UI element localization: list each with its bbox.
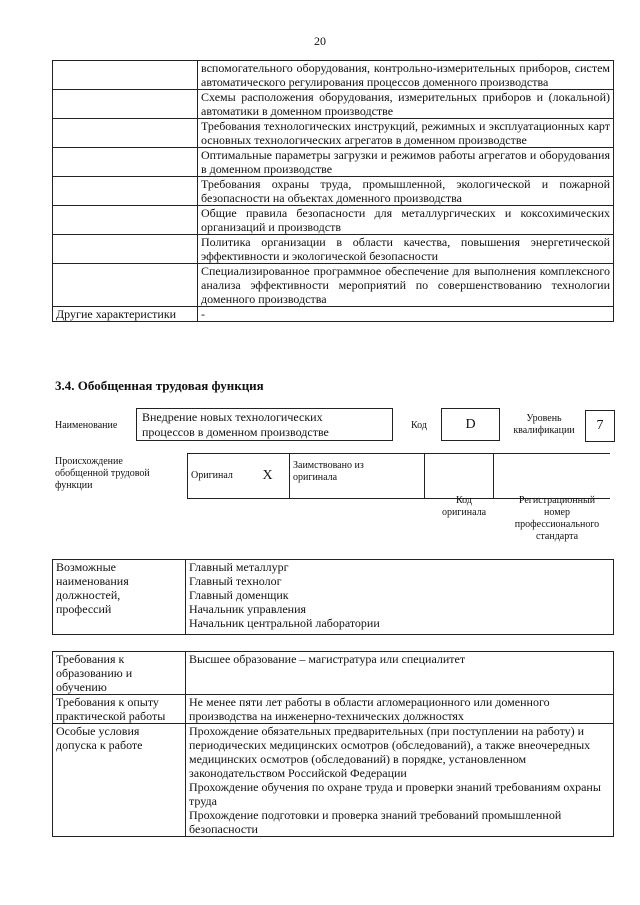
function-name-box [136,408,393,441]
education-label [53,652,186,695]
origin-label [55,456,150,492]
code-label: Код [411,420,427,431]
special-label-line: допуска к работе [56,738,143,752]
education-label-line: обучению [56,680,107,694]
table-row [53,307,614,322]
caption-line: профессионального [514,519,600,530]
positions-label-line: наименования [56,574,129,588]
special-conditions-value [186,724,614,837]
table-row [53,695,614,724]
row-label: Другие характеристики [53,307,198,322]
education-value: Высшее образование – магистратура или специалитет [186,652,614,695]
table-row [53,206,614,235]
row-label [53,177,198,206]
table-row [53,61,614,90]
positions-label-line: профессий [56,602,112,616]
row-value: Специализированное программное обеспечение для выполнения комплексного анализа эффективности мероприятий по совершенствованию технологии доменного производства [198,264,614,307]
table-row [53,148,614,177]
list-item: Прохождение подготовки и проверка знаний требований промышленной безопасности [189,808,562,836]
row-value: Политика организации в области качества, повышения энергетической эффективности и экологической безопасности [198,235,614,264]
row-value: Требования технологических инструкций, режимных и эксплуатационных карт основных технологических агрегатов в доменном производстве [198,119,614,148]
table-row [53,560,614,635]
table-row [53,652,614,695]
reg-number-cell [494,454,611,499]
level-label [506,413,582,437]
special-label-line: Особые условия [56,724,140,738]
original-mark: X [246,454,290,499]
reg-number-caption [500,495,614,543]
table-row [53,235,614,264]
row-value: Оптимальные параметры загрузки и режимов работы агрегатов и оборудования в доменном производстве [198,148,614,177]
code-original-caption [430,495,498,519]
list-item: Начальник управления [189,602,307,616]
section-heading: 3.4. Обобщенная трудовая функция [55,378,264,393]
caption-line: номер [544,507,570,518]
origin-label-line: Происхождение [55,456,123,467]
code-value-box: D [441,408,500,441]
row-value: Требования охраны труда, промышленной, экологической и пожарной безопасности на объектах доменного производства [198,177,614,206]
level-label-line: Уровень [526,413,562,424]
row-value: Схемы расположения оборудования, измерительных приборов и (локальной) автоматики в доменном производстве [198,90,614,119]
page-number: 20 [314,34,326,48]
positions-label [53,560,186,635]
level-value-box: 7 [585,410,615,442]
caption-line: Код [456,495,472,506]
code-original-cell [425,454,494,499]
original-label: Оригинал [188,454,247,499]
row-label [53,61,198,90]
experience-label [53,695,186,724]
origin-label-line: функции [55,480,93,491]
knowledge-table [52,60,614,322]
borrowed-label-line: оригинала [293,472,338,483]
row-label [53,264,198,307]
level-label-line: квалификации [513,425,575,436]
list-item: Прохождение обучения по охране труда и проверки знаний требованиям охраны труда [189,780,601,808]
positions-list [186,560,614,635]
row-label [53,235,198,264]
name-label: Наименование [55,420,118,431]
positions-label-line: Возможные [56,560,116,574]
special-conditions-label [53,724,186,837]
row-value: вспомогательного оборудования, контрольно-измерительных приборов, систем автоматического регулирования процессов доменного производства [198,61,614,90]
origin-label-line: обобщенной трудовой [55,468,150,479]
origin-grid [187,453,610,499]
list-item: Начальник центральной лаборатории [189,616,380,630]
row-label [53,148,198,177]
row-label [53,119,198,148]
function-name-line: процессов в доменном производстве [142,425,329,439]
row-value: Общие правила безопасности для металлургических и коксохимических организаций и производств [198,206,614,235]
requirements-table [52,651,614,837]
caption-line: оригинала [441,507,487,518]
list-item: Прохождение обязательных предварительных (при поступлении на работу) и периодических медицинских осмотров (обследований), а также внеочередных медицинских осмотров (обследований) в порядке, установленном законодательством Российской Федерации [189,724,591,780]
positions-table [52,559,614,635]
table-row [53,177,614,206]
caption-line: Регистрационный [518,495,596,506]
list-item: Главный доменщик [189,588,289,602]
row-label [53,206,198,235]
list-item: Главный технолог [189,574,282,588]
positions-label-line: должностей, [56,588,121,602]
education-label-line: образованию и [56,666,133,680]
table-row [53,264,614,307]
borrowed-label-line: Заимствовано из [293,460,364,471]
list-item: Главный металлург [189,560,289,574]
row-value: - [198,307,614,322]
row-label [53,90,198,119]
experience-label-line: практической работы [56,709,166,723]
experience-value: Не менее пяти лет работы в области агломерационного или доменного производства на инженерно-технических должностях [186,695,614,724]
table-row [53,119,614,148]
experience-label-line: Требования к опыту [56,695,159,709]
caption-line: стандарта [535,531,579,542]
table-row [53,90,614,119]
borrowed-label [290,454,425,499]
table-row [53,724,614,837]
function-name-line: Внедрение новых технологических [142,410,323,424]
education-label-line: Требования к [56,652,125,666]
